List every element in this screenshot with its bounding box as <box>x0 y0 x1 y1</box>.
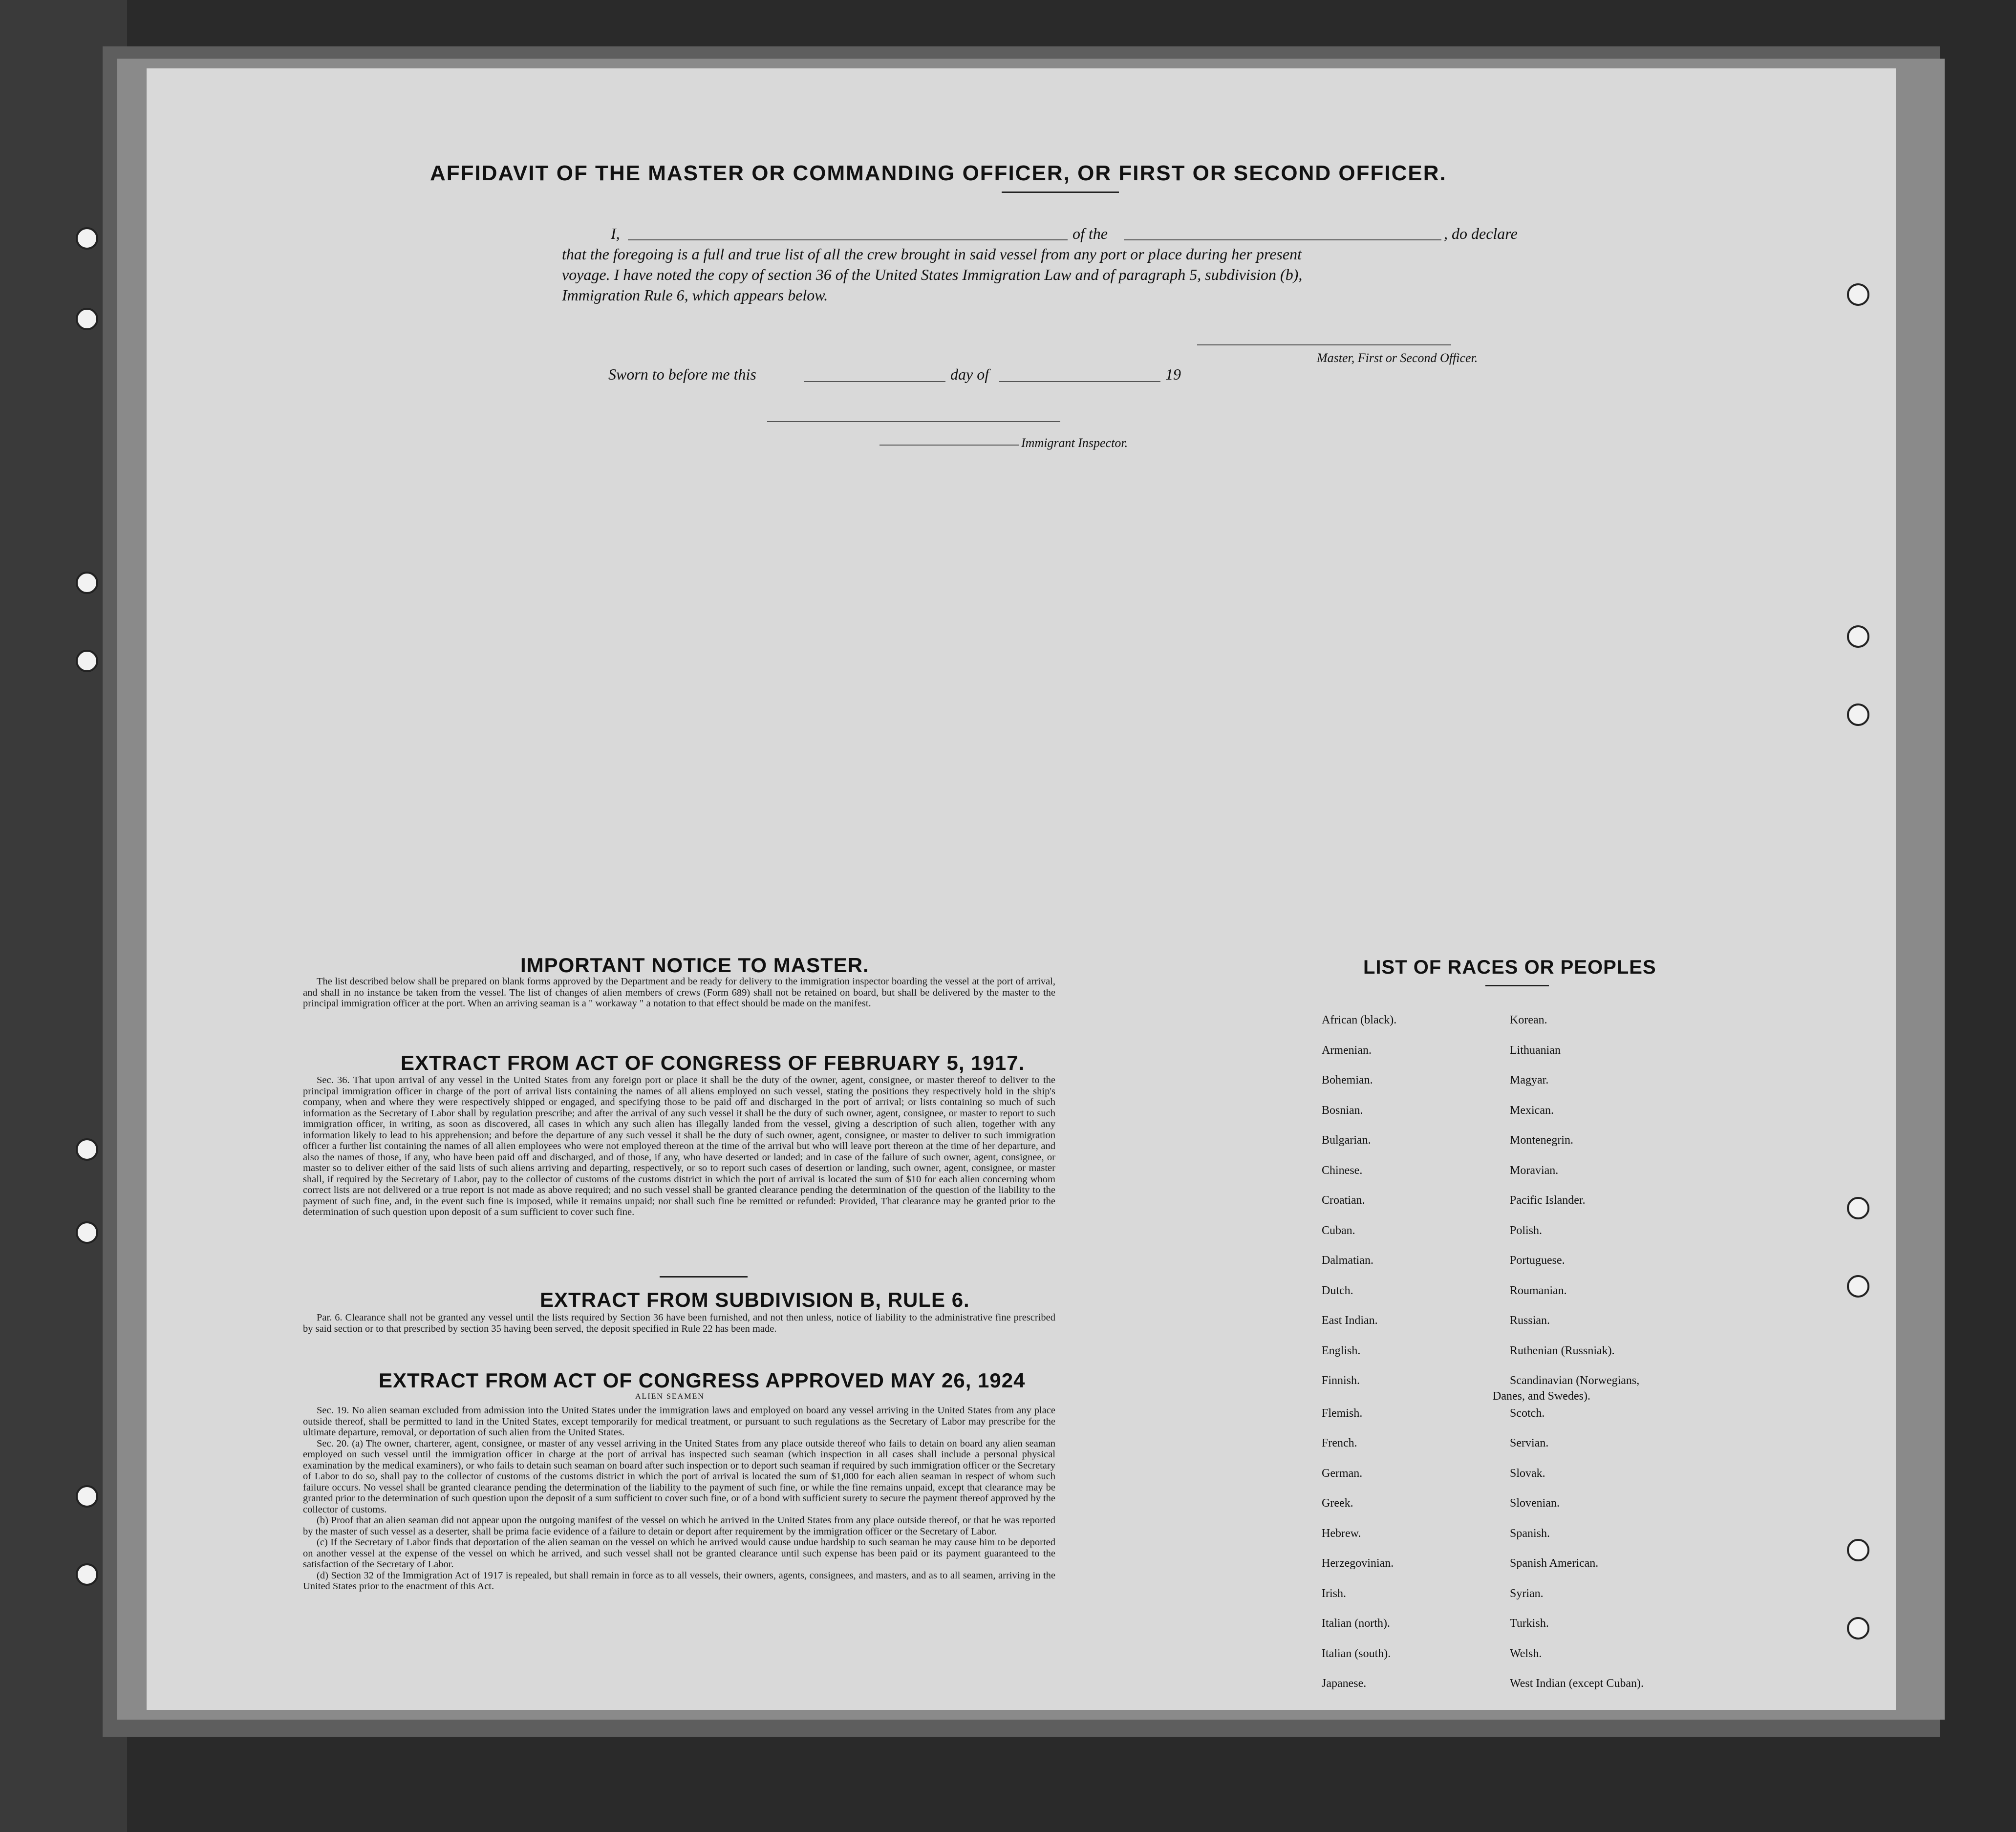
inspector-label: Immigrant Inspector. <box>1021 436 1128 450</box>
race-item: Servian. <box>1510 1437 1549 1449</box>
notice-paragraph: The list described below shall be prepared on blank forms approved by the Department and be ready for delivery to the immigration inspector boarding the vessel at the port of arrival, and shall in no instance be taken from the vessel. The list of changes of alien members of crews (Form 689) shall not be retained on board, but shall be delivered by the master to the principal immigration officer at the port. When an arriving seaman is a " workaway " a notation to that effect should be made on the manifest. <box>303 976 1055 1009</box>
race-item: Scandinavian (Norwegians, <box>1510 1374 1640 1387</box>
binder-hole <box>76 1563 98 1586</box>
race-item-continuation: Danes, and Swedes). <box>1493 1390 1590 1403</box>
vessel-line <box>1124 239 1441 240</box>
race-item: West Indian (except Cuban). <box>1510 1677 1644 1690</box>
race-item: Korean. <box>1510 1014 1547 1026</box>
sec-20a-paragraph: Sec. 20. (a) The owner, charterer, agent, consignee, or master of any vessel arriving in the United States from any place outside thereof who fails to detain on board any alien seaman employed on such vessel until the immigration officer in charge at the port of arrival has inspected such seaman (which inspection in all cases shall include a personal physical examination by the medical examiners), or who fails to detain such seaman on board after such inspection or to deport such seaman if required by such immigration officer or the Secretary of Labor to do so, shall pay to the collector of customs of the customs district in which the port of arrival is located the sum of $1,000 for each alien seaman in respect of whom such failure occurs. No vessel shall be granted clearance pending the determination of the liability to the payment of such fine, or while the fine remains unpaid, except that clearance may be granted prior to the determination of such question upon the deposit of a sum sufficient to cover such fine, or of a bond with sufficient surety to secure the payment thereof approved by the collector of customs. <box>303 1438 1055 1515</box>
sec-20b-paragraph: (b) Proof that an alien seaman did not appear upon the outgoing manifest of the vessel on which he arrived in the United States from any place outside thereof, or that he was reported by the master of such vessel as a deserter, shall be prima facie evidence of a failure to detain or deport after requirement by the immigration officer or the Secretary of Labor. <box>303 1515 1055 1537</box>
race-item: Polish. <box>1510 1224 1543 1237</box>
race-item: African (black). <box>1322 1014 1397 1026</box>
race-item: Magyar. <box>1510 1074 1549 1086</box>
race-item: Spanish. <box>1510 1527 1550 1540</box>
race-item: Herzegovinian. <box>1322 1557 1394 1570</box>
par-6-paragraph: Par. 6. Clearance shall not be granted any vessel until the lists required by Section 36 have been furnished, and not then unless, notice of liability to the administrative fine prescribed by said section or to that prescribed by section 35 having been served, the deposit specified in Rule 22 has been made. <box>303 1312 1055 1334</box>
affidavit-declare: , do declare <box>1444 225 1518 242</box>
document-page <box>147 68 1896 1710</box>
binder-hole <box>1847 625 1869 648</box>
affidavit-line3: voyage. I have noted the copy of section 36 of the United States Immigration Law and of paragraph 5, subdivision (b), <box>562 266 1303 283</box>
affidavit-line4: Immigration Rule 6, which appears below. <box>562 286 828 304</box>
extract-rule6-text <box>303 1312 1055 1334</box>
master-signature-label: Master, First or Second Officer. <box>1317 351 1478 365</box>
inspector-line-2 <box>879 445 1019 446</box>
race-item: Croatian. <box>1322 1194 1365 1207</box>
section-36-paragraph: Sec. 36. That upon arrival of any vessel in the United States from any foreign port or place it shall be the duty of the owner, agent, consignee, or master thereof to deliver to the principal immigration officer in charge of the port of arrival lists containing the names of all aliens employed on such vessel, stating the positions they respectively hold in the ship's company, when and where they were respectively shipped or engaged, and specifying those to be paid off and discharged in the port of arrival; or lists containing so much of such information as the Secretary of Labor shall by regulation prescribe; and after the arrival of any such vessel it shall be the duty of such owner, agent, consignee, or master to report to such immigration officer, in writing, as soon as discovered, all cases in which any such alien has illegally landed from the vessel, giving a description of such alien, together with any information likely to lead to his apprehension; and before the departure of any such vessel it shall be the duty of such owner, agent, consignee, or master to deliver to such immigration officer a further list containing the names of all alien employees who were not employed thereon at the time of the arrival but who will leave port thereon at the time of her departure, and also the names of those, if any, who have been paid off and discharged, and of those, if any, who have deserted or landed; and in case of the failure of such owner, agent, consignee, or master so to deliver either of the said lists of such aliens arriving and departing, respectively, or so to report such cases of desertion or landing, such owner, agent, consignee, or master shall, if required by the Secretary of Labor, pay to the collector of customs of the customs district in which the port of arrival is located the sum of $10 for each alien concerning whom correct lists are not delivered or a true report is not made as above required; and no such vessel shall be granted clearance pending the determination of the question of the liability to the payment of such fine, and, in the event such fine is imposed, while it remains unpaid; nor shall such fine be remitted or refunded: Provided, That clearance may be granted prior to the determination of such question upon deposit of a sum sufficient to cover such fine. <box>303 1075 1055 1217</box>
race-item: Spanish American. <box>1510 1557 1599 1570</box>
sec-19-paragraph: Sec. 19. No alien seaman excluded from admission into the United States under the immigration laws and employed on board any vessel arriving in the United States from any place outside thereof, shall be permitted to land in the United States, except temporarily for medical treatment, or pursuant to such regulations as the Secretary of Labor may prescribe for the ultimate departure, removal, or deportation of such alien from the United States. <box>303 1405 1055 1438</box>
races-title-rule <box>1485 985 1549 986</box>
notice-title: IMPORTANT NOTICE TO MASTER. <box>520 954 869 977</box>
race-item: Lithuanian <box>1510 1044 1561 1057</box>
race-item: Bulgarian. <box>1322 1134 1371 1147</box>
race-item: French. <box>1322 1437 1357 1449</box>
binder-hole <box>76 227 98 250</box>
day-of-label: day of <box>950 365 989 383</box>
race-item: East Indian. <box>1322 1314 1378 1327</box>
race-item: Hebrew. <box>1322 1527 1361 1540</box>
race-item: Montenegrin. <box>1510 1134 1573 1147</box>
race-item: Portuguese. <box>1510 1254 1565 1267</box>
affidavit-line2: that the foregoing is a full and true list of all the crew brought in said vessel from any port or place during her present <box>562 245 1302 263</box>
race-item: Slovak. <box>1510 1467 1545 1480</box>
race-item: Russian. <box>1510 1314 1550 1327</box>
extract-rule6-title: EXTRACT FROM SUBDIVISION B, RULE 6. <box>540 1288 970 1311</box>
extract-1924-subtitle: ALIEN SEAMEN <box>635 1392 705 1401</box>
binder-hole <box>76 572 98 594</box>
extract-1924-text <box>303 1405 1055 1592</box>
sec-20c-paragraph: (c) If the Secretary of Labor finds that deportation of the alien seaman on the vessel on which he arrived would cause undue hardship to such seaman he may cause him to be deported on another vessel at the expense of the vessel on which he arrived, and such vessel shall not be granted clearance until such expense has been paid or its payment guaranteed to the satisfaction of the Secretary of Labor. <box>303 1537 1055 1570</box>
binder-hole <box>1847 1275 1869 1298</box>
race-item: Chinese. <box>1322 1164 1363 1177</box>
sec-20d-paragraph: (d) Section 32 of the Immigration Act of 1917 is repealed, but shall remain in force as to all vessels, their owners, agents, consignees, and masters, and as to all seamen, arriving in the United States prior to the enactment of this Act. <box>303 1570 1055 1592</box>
race-item: Cuban. <box>1322 1224 1355 1237</box>
binder-hole <box>1847 1197 1869 1219</box>
binder-hole <box>1847 703 1869 726</box>
race-item: Japanese. <box>1322 1677 1367 1690</box>
race-item: English. <box>1322 1344 1361 1357</box>
race-item: Moravian. <box>1510 1164 1559 1177</box>
sworn-label: Sworn to before me this <box>608 365 756 383</box>
race-item: Slovenian. <box>1510 1497 1560 1510</box>
race-item: Roumanian. <box>1510 1284 1567 1297</box>
race-item: Bosnian. <box>1322 1104 1363 1117</box>
race-item: Turkish. <box>1510 1617 1549 1630</box>
affidavit-i: I, <box>611 225 620 242</box>
binder-hole <box>76 1485 98 1508</box>
binder-hole <box>1847 283 1869 306</box>
binder-hole <box>76 308 98 330</box>
year-label: 19 <box>1165 365 1181 383</box>
inspector-line-1 <box>767 421 1060 422</box>
race-item: Bohemian. <box>1322 1074 1373 1086</box>
name-line <box>628 239 1068 240</box>
binder-hole <box>1847 1539 1869 1561</box>
race-item: Greek. <box>1322 1497 1353 1510</box>
race-item: Italian (north). <box>1322 1617 1390 1630</box>
race-item: Dutch. <box>1322 1284 1353 1297</box>
extract-1924-title: EXTRACT FROM ACT OF CONGRESS APPROVED MAY 26, 1924 <box>379 1369 1026 1392</box>
race-item: Armenian. <box>1322 1044 1372 1057</box>
race-item: Pacific Islander. <box>1510 1194 1586 1207</box>
section-rule <box>660 1276 748 1278</box>
sworn-day-line <box>804 381 945 382</box>
race-item: Scotch. <box>1510 1407 1545 1420</box>
race-item: Italian (south). <box>1322 1647 1391 1660</box>
extract-1917-title: EXTRACT FROM ACT OF CONGRESS OF FEBRUARY 5, 1917. <box>401 1051 1025 1074</box>
race-item: Flemish. <box>1322 1407 1363 1420</box>
race-item: German. <box>1322 1467 1363 1480</box>
affidavit-title: AFFIDAVIT OF THE MASTER OR COMMANDING OFFICER, OR FIRST OR SECOND OFFICER. <box>430 161 1447 185</box>
race-item: Syrian. <box>1510 1587 1544 1600</box>
race-item: Finnish. <box>1322 1374 1360 1387</box>
binder-hole <box>76 650 98 672</box>
races-title: LIST OF RACES OR PEOPLES <box>1363 957 1656 978</box>
affidavit-of-the: of the <box>1072 225 1108 242</box>
binder-hole <box>76 1138 98 1161</box>
title-rule <box>1002 192 1119 193</box>
race-item: Ruthenian (Russniak). <box>1510 1344 1615 1357</box>
binder-hole <box>76 1221 98 1244</box>
race-item: Irish. <box>1322 1587 1346 1600</box>
race-item: Mexican. <box>1510 1104 1554 1117</box>
binder-hole <box>1847 1617 1869 1640</box>
sworn-month-line <box>999 381 1160 382</box>
race-item: Dalmatian. <box>1322 1254 1373 1267</box>
master-signature-line <box>1197 344 1451 345</box>
race-item: Welsh. <box>1510 1647 1542 1660</box>
extract-1917-text <box>303 1075 1055 1218</box>
notice-text <box>303 976 1055 1009</box>
